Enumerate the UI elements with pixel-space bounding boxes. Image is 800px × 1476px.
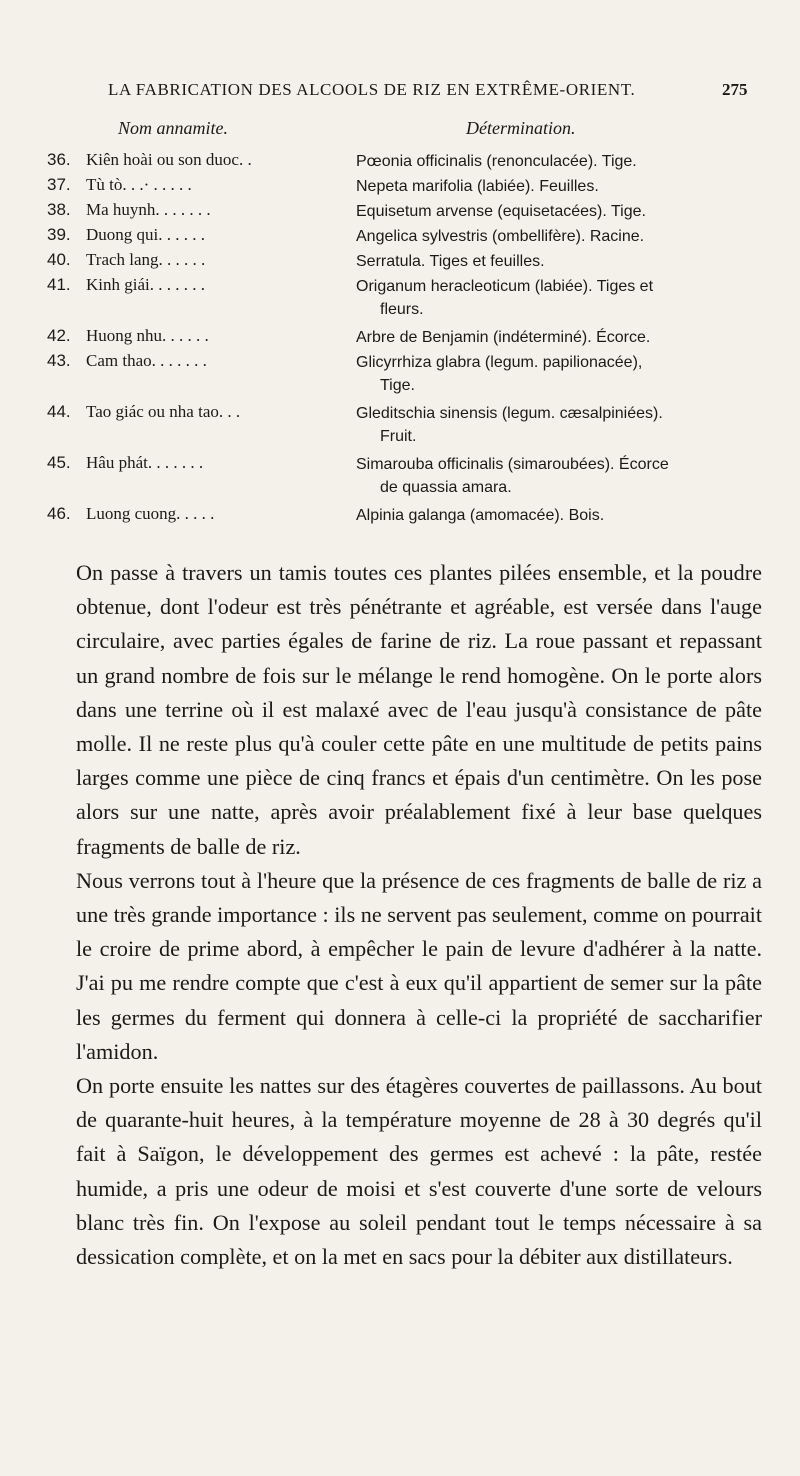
table-row xyxy=(0,326,800,351)
determination-text: Origanum heracleoticum (labiée). Tiges et xyxy=(356,278,654,295)
determination-text: Arbre de Benjamin (indéterminé). Écorce. xyxy=(356,329,651,346)
annamite-name: Kiên hoài ou son duoc. . xyxy=(86,150,252,169)
row-number: 36. xyxy=(47,150,71,169)
row-number: 41. xyxy=(47,275,71,294)
determination-text: Equisetum arvense (equisetacées). Tige. xyxy=(356,203,646,220)
annamite-name: Trach lang. . . . . . xyxy=(86,250,206,269)
annamite-name: Hâu phát. . . . . . . xyxy=(86,453,204,472)
determination-text: Pœonia officinalis (renonculacée). Tige. xyxy=(356,153,637,170)
row-number: 38. xyxy=(47,200,71,219)
table-column-headers xyxy=(0,118,800,140)
determination-continuation: fleurs. xyxy=(380,301,424,318)
determination xyxy=(356,351,756,397)
table-row xyxy=(0,250,800,275)
row-number: 39. xyxy=(47,225,71,244)
row-number: 42. xyxy=(47,326,71,345)
row-number: 46. xyxy=(47,504,71,523)
table-row xyxy=(0,504,800,529)
determination xyxy=(356,275,756,321)
annamite-name: Luong cuong. . . . . xyxy=(86,504,215,523)
determination xyxy=(356,150,756,173)
determination-text: Serratula. Tiges et feuilles. xyxy=(356,253,545,270)
determination-text: Nepeta marifolia (labiée). Feuilles. xyxy=(356,178,599,195)
table-row xyxy=(0,275,800,326)
table-row xyxy=(0,402,800,453)
determination-text: Gleditschia sinensis (legum. cæsalpiniées). xyxy=(356,405,663,422)
determination xyxy=(356,453,756,499)
column-header-annamite-name: Nom annamite. xyxy=(118,118,228,138)
paragraph: Nous verrons tout à l'heure que la présence de ces fragments de balle de riz a une très grande importance : ils ne servent pas seulement, comme on pourrait le croire de prime abord, à empêcher le pain de levure d'adhérer à la natte. J'ai pu me rendre compte que c'est à eux qu'il appartient de semer sur la pâte les germes du ferment qui donnera à celle-ci la propriété de saccharifier l'amidon. xyxy=(76,867,762,1064)
plant-table xyxy=(0,150,800,529)
column-header-determination: Détermination. xyxy=(466,118,576,138)
paragraph: On porte ensuite les nattes sur des étagères couvertes de paillassons. Au bout de quarante-huit heures, à la température moyenne de 28 à 30 degrés qu'il fait à Saïgon, le développement des germes est achevé : la pâte, restée humide, a pris une odeur de moisi et s'est couverte d'une sorte de velours blanc très fin. On l'expose au soleil pendant tout le temps nécessaire à sa dessication complète, et on la met en sacs pour la débiter aux distillateurs. xyxy=(76,1073,762,1270)
table-row xyxy=(0,453,800,504)
table-row xyxy=(0,150,800,175)
determination-text: Glicyrrhiza glabra (legum. papilionacée), xyxy=(356,354,643,371)
determination xyxy=(356,200,756,223)
determination xyxy=(356,250,756,273)
determination xyxy=(356,402,756,448)
annamite-name: Tù tò. . .· . . . . . xyxy=(86,175,192,194)
annamite-name: Cam thao. . . . . . . xyxy=(86,351,207,370)
determination xyxy=(356,326,756,349)
determination-continuation: Fruit. xyxy=(380,428,417,445)
table-row xyxy=(0,351,800,402)
determination xyxy=(356,175,756,198)
determination xyxy=(356,504,756,527)
annamite-name: Huong nhu. . . . . . xyxy=(86,326,209,345)
row-number: 40. xyxy=(47,250,71,269)
paragraph: On passe à travers un tamis toutes ces plantes pilées ensemble, et la poudre obtenue, dont l'odeur est très pénétrante et agréable, est versée dans l'auge circulaire, avec parties égales de farine de riz. La roue passant et repassant un grand nombre de fois sur le mélange le rend homogène. On le porte alors dans une terrine où il est malaxé avec de l'eau jusqu'à consistance de pâte molle. Il ne reste plus qu'à couler cette pâte en une multitude de petits pains larges comme une pièce de cinq francs et épais d'un centimètre. On les pose alors sur une natte, après avoir préalablement fixé à leur base quelques fragments de balle de riz. xyxy=(76,560,762,859)
annamite-name: Kinh giái. . . . . . . xyxy=(86,275,205,294)
page-number: 275 xyxy=(722,80,748,99)
determination-text: Alpinia galanga (amomacée). Bois. xyxy=(356,507,605,524)
row-number: 44. xyxy=(47,402,71,421)
running-head xyxy=(0,80,800,100)
row-number: 37. xyxy=(47,175,71,194)
determination-text: Angelica sylvestris (ombellifère). Racine. xyxy=(356,228,645,245)
determination-text: Simarouba officinalis (simaroubées). Écorce xyxy=(356,456,669,473)
annamite-name: Duong qui. . . . . . xyxy=(86,225,205,244)
determination xyxy=(356,225,756,248)
running-title: LA FABRICATION DES ALCOOLS DE RIZ EN EXTRÊME-ORIENT. xyxy=(108,80,636,99)
table-row xyxy=(0,225,800,250)
body-text xyxy=(76,556,762,1274)
row-number: 45. xyxy=(47,453,71,472)
table-row xyxy=(0,175,800,200)
annamite-name: Ma huynh. . . . . . . xyxy=(86,200,211,219)
table-row xyxy=(0,200,800,225)
determination-continuation: de quassia amara. xyxy=(380,479,512,496)
determination-continuation: Tige. xyxy=(380,377,415,394)
annamite-name: Tao giác ou nha tao. . . xyxy=(86,402,241,421)
row-number: 43. xyxy=(47,351,71,370)
